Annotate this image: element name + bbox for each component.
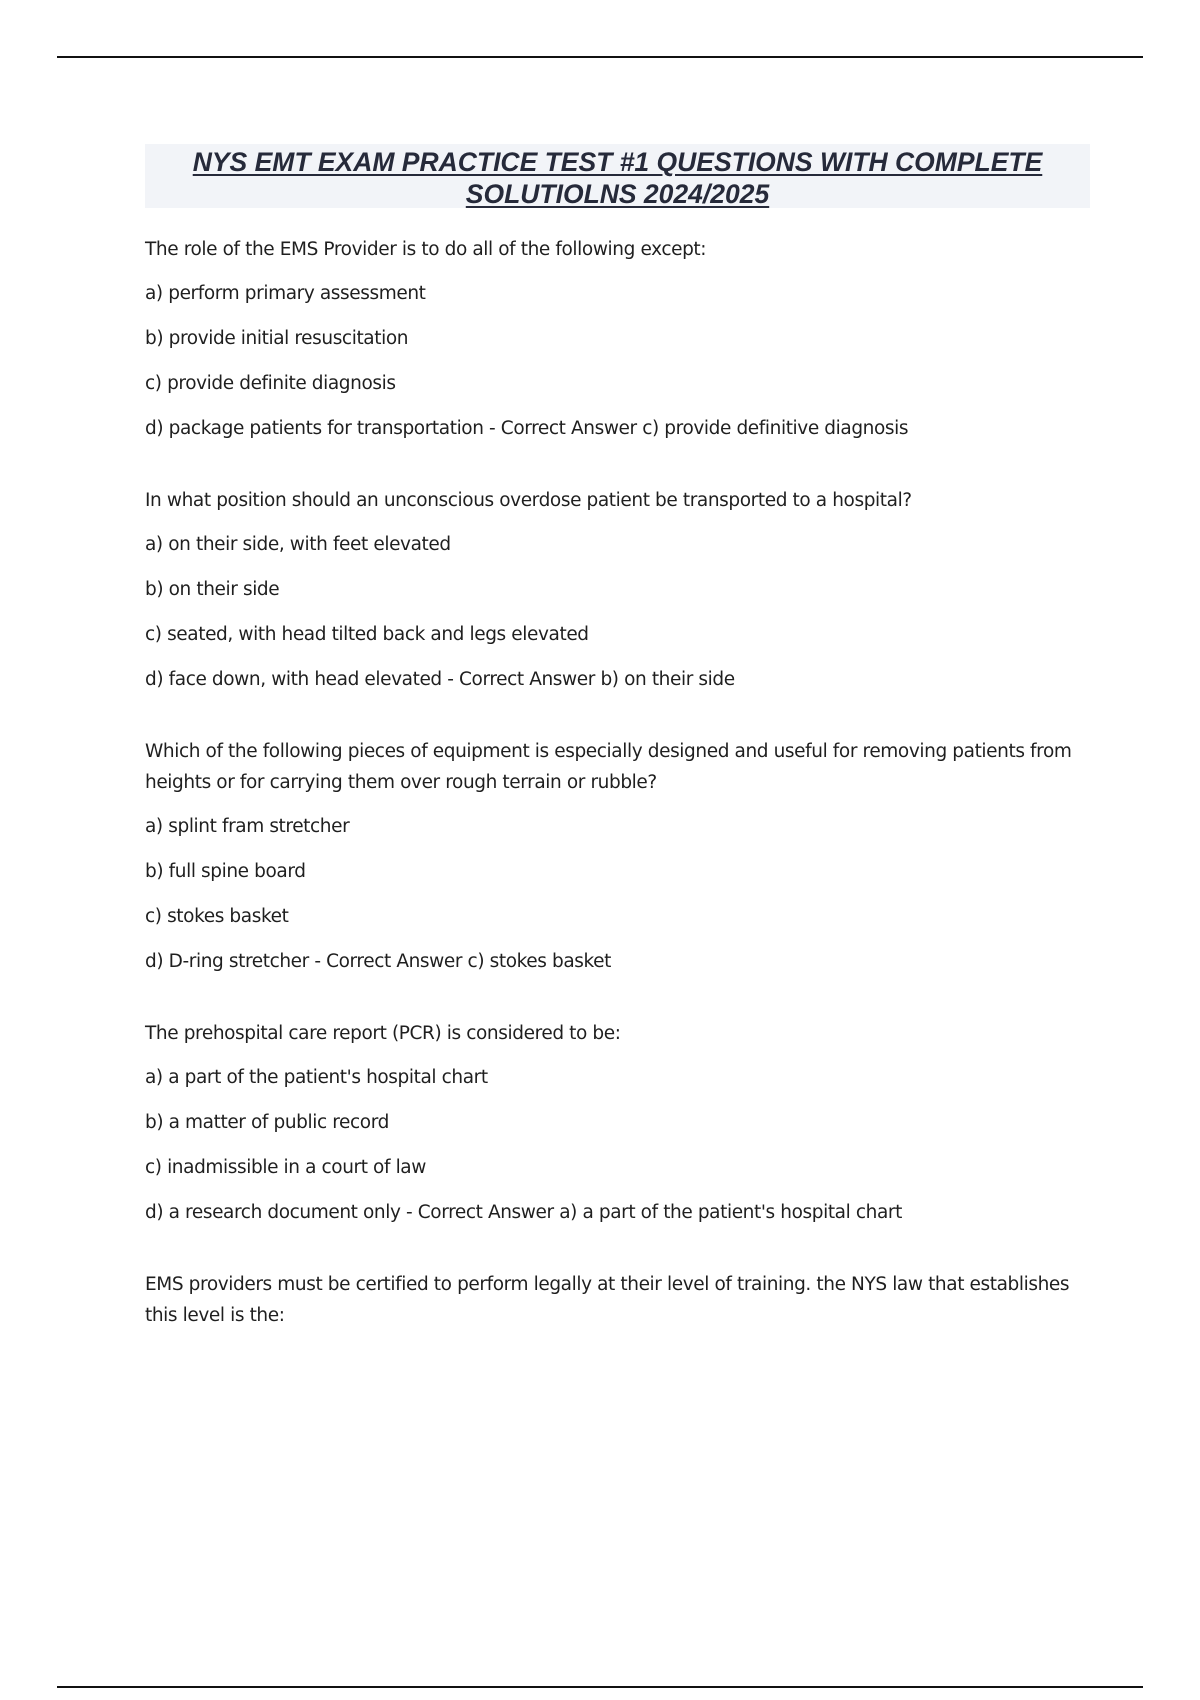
- question-text: The role of the EMS Provider is to do all of the following except:: [145, 239, 707, 260]
- correct-answer: b) on their side: [600, 669, 735, 690]
- option-b: b) full spine board: [145, 861, 306, 882]
- option-a: a) splint fram stretcher: [145, 816, 350, 837]
- correct-answer: a) a part of the patient's hospital chart: [559, 1202, 902, 1223]
- option-b: b) on their side: [145, 579, 280, 600]
- question-1: [145, 234, 1095, 444]
- option-c: c) provide definite diagnosis: [145, 373, 396, 394]
- question-text: EMS providers must be certified to perform legally at their level of training. the NYS law that establishes this level is the:: [145, 1274, 1070, 1326]
- correct-answer-prefix: - Correct Answer: [308, 951, 468, 972]
- top-rule: [57, 56, 1143, 58]
- option-d: d) package patients for transportation: [145, 418, 484, 439]
- option-d: d) face down, with head elevated: [145, 669, 442, 690]
- question-5: [145, 1269, 1095, 1331]
- title-banner: [145, 144, 1090, 208]
- option-c: c) stokes basket: [145, 906, 289, 927]
- option-c: c) inadmissible in a court of law: [145, 1157, 426, 1178]
- option-d-with-answer: [145, 1197, 1095, 1228]
- question-3: [145, 736, 1095, 977]
- document-title: [145, 144, 1090, 210]
- option-c: c) seated, with head tilted back and legs elevated: [145, 624, 589, 645]
- correct-answer-prefix: - Correct Answer: [441, 669, 601, 690]
- correct-answer: c) provide definitive diagnosis: [642, 418, 909, 439]
- correct-answer: c) stokes basket: [467, 951, 611, 972]
- option-d: d) a research document only: [145, 1202, 401, 1223]
- option-b: b) a matter of public record: [145, 1112, 389, 1133]
- option-d: d) D-ring stretcher: [145, 951, 309, 972]
- question-2: [145, 485, 1095, 695]
- correct-answer-prefix: - Correct Answer: [400, 1202, 560, 1223]
- document-title-line-1: NYS EMT EXAM PRACTICE TEST #1 QUESTIONS WITH COMPLETE: [192, 147, 1043, 177]
- option-a: a) a part of the patient's hospital chart: [145, 1067, 488, 1088]
- document-title-line-2: SOLUTIOLNS 2024/2025: [465, 179, 770, 209]
- option-d-with-answer: [145, 664, 1095, 695]
- bottom-rule: [57, 1686, 1143, 1688]
- option-d-with-answer: [145, 946, 1095, 977]
- document-body: [145, 234, 1095, 1372]
- question-text: In what position should an unconscious overdose patient be transported to a hospital?: [145, 490, 912, 511]
- option-a: a) on their side, with feet elevated: [145, 534, 451, 555]
- option-b: b) provide initial resuscitation: [145, 328, 409, 349]
- correct-answer-prefix: - Correct Answer: [483, 418, 643, 439]
- question-text: The prehospital care report (PCR) is considered to be:: [145, 1023, 621, 1044]
- option-a: a) perform primary assessment: [145, 283, 426, 304]
- option-d-with-answer: [145, 413, 1095, 444]
- question-4: [145, 1018, 1095, 1228]
- question-text: Which of the following pieces of equipment is especially designed and useful for removing patients from heights or for carrying them over rough terrain or rubble?: [145, 741, 1072, 793]
